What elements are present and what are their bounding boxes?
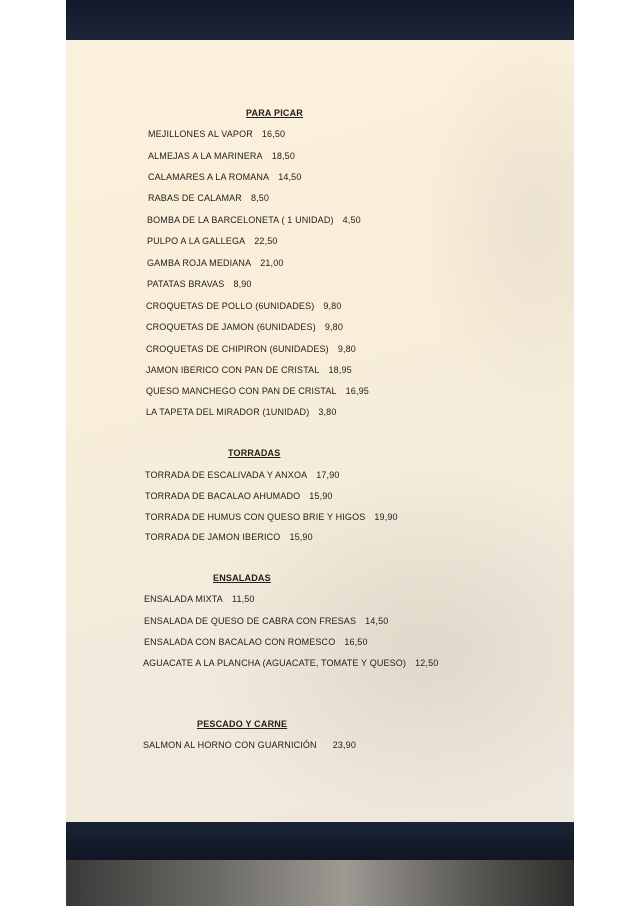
menu-item: CROQUETAS DE JAMON (6UNIDADES) 9,80 [146,322,343,332]
bottom-dark-band [66,822,574,862]
menu-page [66,40,574,822]
table-surface [66,860,574,906]
menu-item: BOMBA DE LA BARCELONETA ( 1 UNIDAD) 4,50 [147,215,361,225]
menu-item: ENSALADA DE QUESO DE CABRA CON FRESAS 14,50 [144,616,389,626]
menu-item: ALMEJAS A LA MARINERA 18,50 [148,151,295,161]
menu-item: ENSALADA CON BACALAO CON ROMESCO 16,50 [144,637,368,647]
menu-item: CALAMARES A LA ROMANA 14,50 [148,172,302,182]
section-title-pescado-y-carne: PESCADO Y CARNE [197,719,288,729]
menu-item: SALMON AL HORNO CON GUARNICIÓN 23,90 [143,740,356,750]
section-title-para-picar: PARA PICAR [246,108,304,118]
menu-item: MEJILLONES AL VAPOR 16,50 [148,129,286,139]
top-dark-band [66,0,574,40]
section-title-ensaladas: ENSALADAS [213,573,271,583]
menu-item: PULPO A LA GALLEGA 22,50 [147,236,278,246]
menu-item: RABAS DE CALAMAR 8,50 [148,193,270,203]
menu-item: CROQUETAS DE CHIPIRON (6UNIDADES) 9,80 [146,344,356,354]
menu-item: GAMBA ROJA MEDIANA 21,00 [147,258,284,268]
menu-item: ENSALADA MIXTA 11,50 [144,594,255,604]
menu-item: TORRADA DE JAMON IBERICO 15,90 [145,532,313,542]
menu-item: TORRADA DE ESCALIVADA Y ANXOA 17,90 [145,470,340,480]
menu-item: LA TAPETA DEL MIRADOR (1UNIDAD) 3,80 [146,407,337,417]
menu-item: TORRADA DE HUMUS CON QUESO BRIE Y HIGOS 19,90 [145,512,398,522]
menu-item: AGUACATE A LA PLANCHA (AGUACATE, TOMATE Y QUESO) 12,50 [143,658,439,668]
menu-item: CROQUETAS DE POLLO (6UNIDADES) 9,80 [146,301,342,311]
section-title-torradas: TORRADAS [228,448,281,458]
menu-item: JAMON IBERICO CON PAN DE CRISTAL 18,95 [146,365,352,375]
menu-item: QUESO MANCHEGO CON PAN DE CRISTAL 16,95 [146,386,369,396]
menu-item: PATATAS BRAVAS 8,90 [147,279,252,289]
menu-item: TORRADA DE BACALAO AHUMADO 15,90 [145,491,333,501]
